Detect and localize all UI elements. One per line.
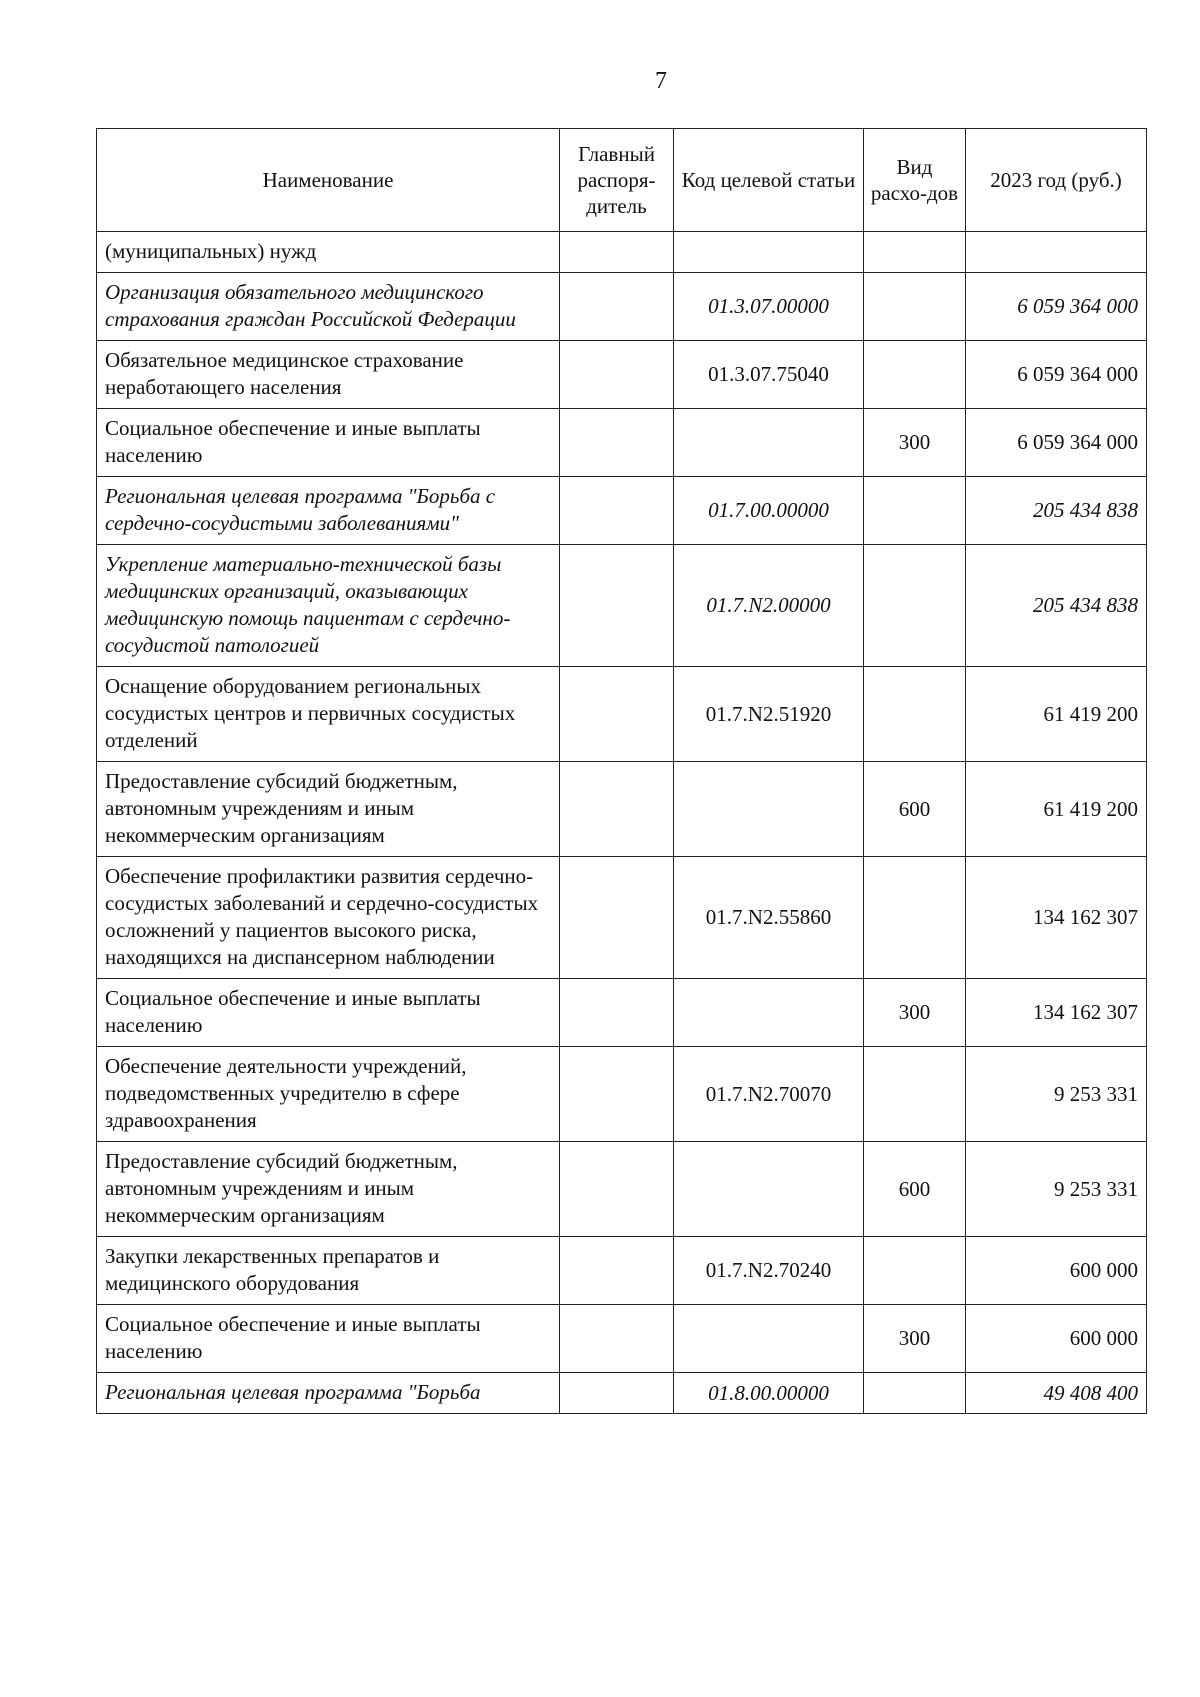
cell-chief xyxy=(560,1237,674,1305)
cell-code xyxy=(674,762,864,857)
cell-name: Предоставление субсидий бюджетным, автономным учреждениям и иным некоммерческим организациям xyxy=(97,1142,560,1237)
cell-kind xyxy=(864,667,966,762)
cell-code xyxy=(674,1305,864,1373)
cell-chief xyxy=(560,1047,674,1142)
cell-name: Организация обязательного медицинского страхования граждан Российской Федерации xyxy=(97,273,560,341)
cell-name: Предоставление субсидий бюджетным, автономным учреждениям и иным некоммерческим организациям xyxy=(97,762,560,857)
cell-chief xyxy=(560,232,674,273)
cell-kind xyxy=(864,1373,966,1414)
cell-kind xyxy=(864,232,966,273)
cell-sum: 205 434 838 xyxy=(966,477,1147,545)
cell-sum: 134 162 307 xyxy=(966,979,1147,1047)
cell-sum: 134 162 307 xyxy=(966,857,1147,979)
cell-chief xyxy=(560,762,674,857)
cell-name: Обеспечение профилактики развития сердечно-сосудистых заболеваний и сердечно-сосудистых осложнений у пациентов высокого риска, находящихся на диспансерном наблюдении xyxy=(97,857,560,979)
cell-kind xyxy=(864,477,966,545)
cell-code xyxy=(674,979,864,1047)
cell-code: 01.3.07.00000 xyxy=(674,273,864,341)
cell-code: 01.7.N2.55860 xyxy=(674,857,864,979)
table-row xyxy=(97,1237,1147,1305)
table-row xyxy=(97,1373,1147,1414)
cell-kind xyxy=(864,1237,966,1305)
table-row xyxy=(97,1305,1147,1373)
table-row xyxy=(97,477,1147,545)
cell-name: Региональная целевая программа "Борьба с сердечно-сосудистыми заболеваниями" xyxy=(97,477,560,545)
cell-chief xyxy=(560,273,674,341)
cell-name: (муниципальных) нужд xyxy=(97,232,560,273)
cell-sum: 600 000 xyxy=(966,1237,1147,1305)
header-chief: Главный распоря-дитель xyxy=(560,129,674,232)
table-row xyxy=(97,341,1147,409)
header-code: Код целевой статьи xyxy=(674,129,864,232)
cell-sum: 6 059 364 000 xyxy=(966,273,1147,341)
cell-code: 01.7.N2.70070 xyxy=(674,1047,864,1142)
cell-kind: 300 xyxy=(864,1305,966,1373)
cell-kind xyxy=(864,545,966,667)
page-number: 7 xyxy=(655,68,667,94)
cell-code: 01.7.N2.70240 xyxy=(674,1237,864,1305)
cell-sum: 9 253 331 xyxy=(966,1142,1147,1237)
cell-code: 01.7.N2.00000 xyxy=(674,545,864,667)
cell-kind xyxy=(864,857,966,979)
table-row xyxy=(97,1142,1147,1237)
budget-table xyxy=(96,128,1147,1414)
cell-name: Укрепление материально-технической базы медицинских организаций, оказывающих медицинскую помощь пациентам с сердечно-сосудистой патологией xyxy=(97,545,560,667)
table-row xyxy=(97,409,1147,477)
header-kind: Вид расхо-дов xyxy=(864,129,966,232)
table-row xyxy=(97,667,1147,762)
cell-sum: 61 419 200 xyxy=(966,762,1147,857)
cell-name: Обеспечение деятельности учреждений, подведомственных учредителю в сфере здравоохранения xyxy=(97,1047,560,1142)
cell-code xyxy=(674,1142,864,1237)
cell-sum: 205 434 838 xyxy=(966,545,1147,667)
cell-sum: 600 000 xyxy=(966,1305,1147,1373)
cell-sum: 49 408 400 xyxy=(966,1373,1147,1414)
table-body xyxy=(97,232,1147,1414)
cell-chief xyxy=(560,1142,674,1237)
cell-chief xyxy=(560,1305,674,1373)
cell-kind: 600 xyxy=(864,762,966,857)
table-row xyxy=(97,762,1147,857)
cell-name: Оснащение оборудованием региональных сосудистых центров и первичных сосудистых отделений xyxy=(97,667,560,762)
cell-code: 01.7.N2.51920 xyxy=(674,667,864,762)
cell-name: Социальное обеспечение и иные выплаты населению xyxy=(97,409,560,477)
cell-chief xyxy=(560,477,674,545)
table-row xyxy=(97,1047,1147,1142)
cell-name: Обязательное медицинское страхование неработающего населения xyxy=(97,341,560,409)
cell-code: 01.8.00.00000 xyxy=(674,1373,864,1414)
cell-chief xyxy=(560,545,674,667)
table-row xyxy=(97,979,1147,1047)
cell-name: Социальное обеспечение и иные выплаты населению xyxy=(97,1305,560,1373)
table-row xyxy=(97,545,1147,667)
cell-name: Социальное обеспечение и иные выплаты населению xyxy=(97,979,560,1047)
cell-kind: 300 xyxy=(864,409,966,477)
table-row xyxy=(97,273,1147,341)
cell-kind xyxy=(864,273,966,341)
table-row xyxy=(97,232,1147,273)
cell-kind: 300 xyxy=(864,979,966,1047)
cell-kind xyxy=(864,341,966,409)
cell-chief xyxy=(560,1373,674,1414)
cell-code xyxy=(674,409,864,477)
cell-chief xyxy=(560,341,674,409)
cell-chief xyxy=(560,409,674,477)
cell-chief xyxy=(560,667,674,762)
header-sum: 2023 год (руб.) xyxy=(966,129,1147,232)
cell-sum: 6 059 364 000 xyxy=(966,409,1147,477)
table-header-row xyxy=(97,129,1147,232)
cell-kind xyxy=(864,1047,966,1142)
cell-kind: 600 xyxy=(864,1142,966,1237)
cell-code: 01.3.07.75040 xyxy=(674,341,864,409)
cell-sum: 61 419 200 xyxy=(966,667,1147,762)
cell-code: 01.7.00.00000 xyxy=(674,477,864,545)
cell-sum: 9 253 331 xyxy=(966,1047,1147,1142)
cell-name: Закупки лекарственных препаратов и медицинского оборудования xyxy=(97,1237,560,1305)
cell-sum xyxy=(966,232,1147,273)
cell-code xyxy=(674,232,864,273)
cell-chief xyxy=(560,857,674,979)
cell-sum: 6 059 364 000 xyxy=(966,341,1147,409)
header-name: Наименование xyxy=(97,129,560,232)
cell-chief xyxy=(560,979,674,1047)
cell-name: Региональная целевая программа "Борьба xyxy=(97,1373,560,1414)
table-row xyxy=(97,857,1147,979)
